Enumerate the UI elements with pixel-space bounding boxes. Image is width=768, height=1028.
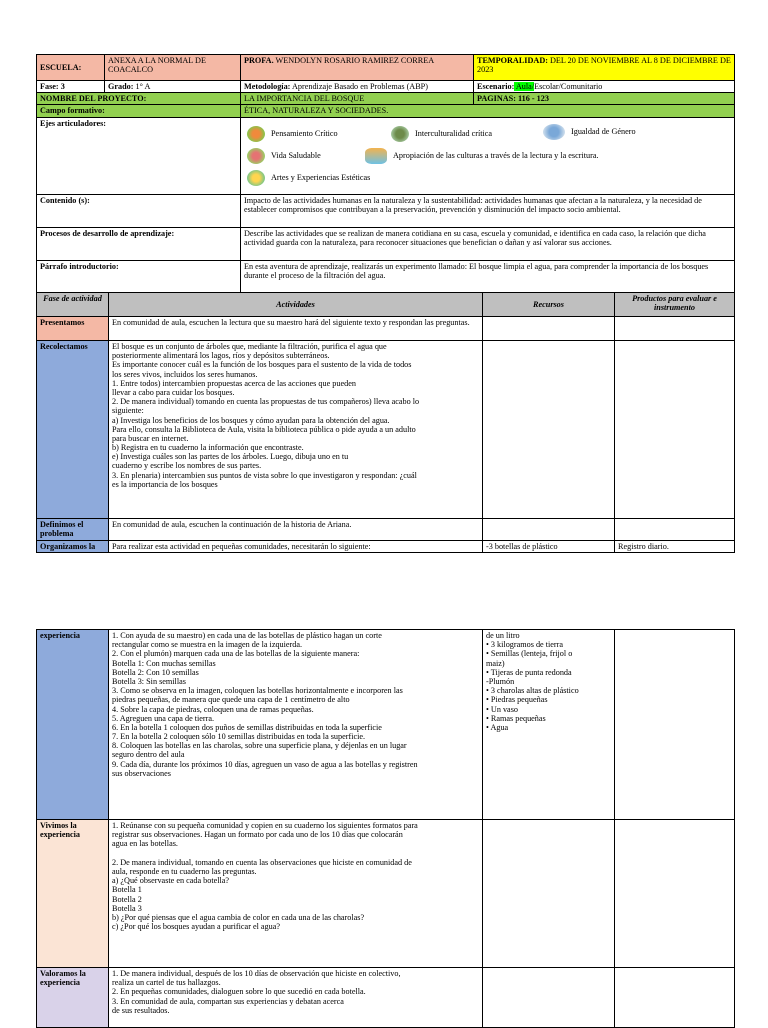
recurso-item: • Ramas pequeñas: [486, 713, 546, 723]
experiencia-line: 4. Sobre la capa de piedras, coloquen una de ramas pequeñas.: [112, 704, 314, 714]
metodologia-value: Aprendizaje Basado en Problemas (ABP): [290, 82, 428, 91]
valoramos-productos: [615, 968, 735, 1028]
pensamiento-icon: [247, 126, 265, 142]
temporalidad-cell: [474, 55, 735, 81]
recolectamos-line: b) Registra en tu cuaderno la información que encontraste.: [112, 443, 304, 453]
activities-table-page1: [36, 292, 735, 553]
contenido-value: Impacto de las actividades humanas en la naturaleza y la sustentabilidad: actividades humanas que afectan a la naturaleza, y la necesidad de establecer compromisos que contribuyan a la preservación, prevención y disminución del impacto socio ambiental.: [241, 194, 735, 227]
grado-cell: [105, 81, 241, 93]
procesos-label: Procesos de desarrollo de aprendizaje:: [37, 227, 241, 260]
contenido-label: Contenido (s):: [37, 194, 241, 227]
eje-igualdad: [543, 124, 636, 140]
ejes-label: Ejes articuladores:: [37, 117, 241, 194]
recolectamos-line: e) Investiga cuáles son las partes de los árboles. Luego, dibuja uno en tu: [112, 452, 349, 462]
presentamos-productos: [615, 317, 735, 341]
profa-label: PROFA.: [244, 56, 274, 65]
igualdad-icon: [543, 124, 565, 140]
valoramos-line: 2. En pequeñas comunidades, dialoguen sobre lo que sucedió en cada botella.: [112, 987, 366, 997]
recolectamos-line: siguiente:: [112, 406, 144, 416]
vivimos-line: registrar sus observaciones. Hagan un formato por cada uno de los 10 días que colocarán: [112, 830, 403, 840]
vivimos-line: [112, 849, 479, 858]
paginas-label: PAGINAS: 116 - 123: [474, 93, 735, 105]
temporalidad-label: TEMPORALIDAD:: [477, 56, 548, 65]
escenario-label: Escenario:: [477, 82, 515, 91]
eje-pensamiento: [247, 126, 338, 142]
apropiacion-icon: [365, 148, 387, 164]
fase-valoramos: Valoramos la experiencia: [37, 968, 109, 1028]
experiencia-line: 3. Como se observa en la imagen, coloquen las botellas horizontalmente e incorporen las: [112, 686, 403, 696]
profa-cell: [241, 55, 474, 81]
recolectamos-productos: [615, 341, 735, 519]
recolectamos-line: Es importante conocer cuál es la función de los bosques para el sustento de la vida de todos: [112, 360, 412, 370]
recurso-item: • Semillas (lenteja, frijol o: [486, 649, 573, 659]
experiencia-line: 7. En la botella 2 coloquen sólo 10 semillas distribuidas en toda la superficie.: [112, 732, 366, 742]
experiencia-line: Botella 2: Con 10 semillas: [112, 667, 199, 677]
grado-label: Grado:: [108, 82, 134, 91]
proyecto-label: NOMBRE DEL PROYECTO:: [37, 93, 241, 105]
recurso-item: -Plumón: [486, 676, 515, 686]
eje-pensamiento-label: Pensamiento Crítico: [271, 128, 338, 138]
experiencia-text: [109, 630, 483, 820]
experiencia-line: 8. Coloquen las botellas en las charolas, sobre una superficie plana, y déjenlas en un lugar: [112, 741, 407, 751]
recurso-item: • Un vaso: [486, 704, 518, 714]
experiencia-line: Botella 1: Con muchas semillas: [112, 658, 216, 668]
procesos-value: Describe las actividades que se realizan de manera cotidiana en su casa, escuela y comunidad, e identifica en cada caso, la relación que dicha actividad guarda con la naturaleza, para reconocer situaciones que benefician o dañan y así valorar sus acciones.: [241, 227, 735, 260]
recolectamos-line: es la importancia de los bosques: [112, 479, 218, 489]
header-productos: Productos para evaluar e instrumento: [615, 293, 735, 317]
experiencia-line: seguro dentro del aula: [112, 750, 185, 760]
experiencia-line: rectangular como se muestra en la imagen de la izquierda.: [112, 640, 303, 650]
vivimos-line: b) ¿Por qué piensas que el agua cambia de color en cada una de las charolas?: [112, 912, 365, 922]
eje-artes-label: Artes y Experiencias Estéticas: [271, 172, 371, 182]
recolectamos-line: El bosque es un conjunto de árboles que, mediante la filtración, purifica el agua que: [112, 342, 387, 351]
recolectamos-line: para buscar en internet.: [112, 433, 189, 443]
fase-organizamos: Organizamos la: [37, 541, 109, 553]
fase-vivimos: Vivimos la experiencia: [37, 820, 109, 968]
valoramos-line: 1. De manera individual, después de los 10 días de observación que hiciste en colectivo,: [112, 969, 401, 978]
presentamos-text: En comunidad de aula, escuchen la lectura que su maestro hará del siguiente texto y respondan las preguntas.: [109, 317, 483, 341]
grado-value: 1° A: [133, 82, 151, 91]
eje-intercultural: [391, 126, 492, 142]
fase-definimos: Definimos el problema: [37, 519, 109, 541]
recolectamos-line: llevar a cabo para cuidar los bosques.: [112, 387, 235, 397]
experiencia-line: sus observaciones: [112, 768, 171, 778]
recolectamos-recursos: [483, 341, 615, 519]
recolectamos-line: cuaderno y escribe los nombres de sus partes.: [112, 461, 262, 471]
recolectamos-line: 3. En plenaria) intercambien sus puntos de vista sobre lo que investigaron y respondan: ¿cuál: [112, 470, 417, 480]
recolectamos-line: a) Investiga los beneficios de los bosques y cómo ayudan para la obtención del agua.: [112, 415, 390, 425]
experiencia-line: piedras pequeñas, de manera que quede una capa de 1 centímetro de alto: [112, 695, 350, 705]
header-fase: Fase de actividad: [37, 293, 109, 317]
intercultural-icon: [391, 126, 409, 142]
definimos-recursos: [483, 519, 615, 541]
escenario-cell: [474, 81, 735, 93]
artes-icon: [247, 170, 265, 186]
eje-vida: [247, 148, 321, 164]
activities-table-page2: [36, 629, 735, 1028]
vivimos-line: Botella 2: [112, 894, 142, 904]
recurso-item: • 3 kilogramos de tierra: [486, 640, 563, 650]
valoramos-line: 3. En comunidad de aula, compartan sus experiencias y debatan acerca: [112, 996, 344, 1006]
header-recursos: Recursos: [483, 293, 615, 317]
recolectamos-text: [109, 341, 483, 519]
recurso-item: de un litro: [486, 631, 520, 640]
organizamos-text: Para realizar esta actividad en pequeñas comunidades, necesitarán lo siguiente:: [109, 541, 483, 553]
recolectamos-line: los seres vivos, incluidos los seres humanos.: [112, 369, 258, 379]
valoramos-recursos: [483, 968, 615, 1028]
eje-artes: [247, 170, 370, 186]
vivimos-line: 2. De manera individual, tomando en cuenta las observaciones que hiciste en comunidad de: [112, 857, 412, 867]
recolectamos-line: posteriormente alimentará los lagos, ríos y depósitos subterráneos.: [112, 351, 330, 361]
eje-vida-label: Vida Saludable: [271, 150, 321, 160]
vivimos-line: Botella 1: [112, 885, 142, 895]
experiencia-line: 9. Cada día, durante los próximos 10 días, agreguen un vaso de agua a las botellas y registren: [112, 759, 418, 769]
vivimos-productos: [615, 820, 735, 968]
recolectamos-line: Para ello, consulta la Biblioteca de Aula, visita la biblioteca pública o pide ayuda a un adulto: [112, 424, 416, 434]
campo-value: ÉTICA, NATURALEZA Y SOCIEDADES.: [241, 105, 735, 117]
organizamos-productos: Registro diario.: [615, 541, 735, 553]
definimos-productos: [615, 519, 735, 541]
fase-experiencia: experiencia: [37, 630, 109, 820]
organizamos-recursos: -3 botellas de plástico: [483, 541, 615, 553]
escenario-rest: Escolar/Comunitario: [534, 82, 603, 91]
escuela-value: ANEXA A LA NORMAL DE COACALCO: [105, 55, 241, 81]
fase-recolectamos: Recolectamos: [37, 341, 109, 519]
recolectamos-line: 1. Entre todos) intercambien propuestas acerca de las acciones que pueden: [112, 378, 356, 388]
vivimos-line: c) ¿Por qué los bosques ayudan a purificar el agua?: [112, 922, 281, 932]
fase-presentamos: Presentamos: [37, 317, 109, 341]
recurso-item: • Agua: [486, 722, 509, 732]
metodologia-cell: [241, 81, 474, 93]
valoramos-text: [109, 968, 483, 1028]
vivimos-line: aula, responde en tu cuaderno las preguntas.: [112, 866, 257, 876]
presentamos-recursos: [483, 317, 615, 341]
project-header-table: [36, 54, 735, 295]
vivimos-recursos: [483, 820, 615, 968]
eje-apropiacion: [365, 148, 599, 164]
vida-icon: [247, 148, 265, 164]
vivimos-line: 1. Reúnanse con su pequeña comunidad y copien en su cuaderno los siguientes formatos para: [112, 821, 418, 830]
parrafo-value: En esta aventura de aprendizaje, realizarás un experimento llamado: El bosque limpia el agua, para comprender la importancia de los bosques durante el proceso de la filtración del agua.: [241, 260, 735, 294]
recurso-item: • 3 charolas altas de plástico: [486, 686, 579, 696]
definimos-text: En comunidad de aula, escuchen la continuación de la historia de Ariana.: [109, 519, 483, 541]
experiencia-productos: [615, 630, 735, 820]
vivimos-line: agua en las botellas.: [112, 839, 178, 849]
valoramos-line: de sus resultados.: [112, 1005, 170, 1015]
recurso-item: maiz): [486, 658, 505, 668]
eje-apropiacion-label: Apropiación de las culturas a través de la lectura y la escritura.: [393, 150, 599, 160]
campo-label: Campo formativo:: [37, 105, 241, 117]
recolectamos-line: 2. De manera individual) tomando en cuenta las propuestas de tus compañeros) lleva acabo lo: [112, 397, 420, 407]
vivimos-text: [109, 820, 483, 968]
ejes-cell: [241, 117, 735, 194]
experiencia-line: Botella 3: Sin semillas: [112, 676, 186, 686]
escenario-aula: Aula/: [514, 82, 535, 91]
recurso-item: • Tijeras de punta redonda: [486, 667, 572, 677]
vivimos-line: Botella 3: [112, 903, 142, 913]
fase-label: Fase: 3: [37, 81, 105, 93]
escuela-label: ESCUELA:: [37, 55, 105, 81]
experiencia-line: 1. Con ayuda de su maestro) en cada una de las botellas de plástico hagan un corte: [112, 631, 382, 640]
recurso-item: • Piedras pequeñas: [486, 695, 548, 705]
eje-intercultural-label: Interculturalidad crítica: [415, 128, 493, 138]
experiencia-line: 6. En la botella 1 coloquen dos puños de semillas distribuidas en toda la superficie: [112, 722, 382, 732]
valoramos-line: realiza un cartel de tus hallazgos.: [112, 978, 221, 988]
vivimos-line: a) ¿Qué observaste en cada botella?: [112, 876, 230, 886]
experiencia-line: 5. Agreguen una capa de tierra.: [112, 713, 215, 723]
experiencia-recursos: [483, 630, 615, 820]
experiencia-line: 2. Con el plumón) marquen cada una de las botellas de la siguiente manera:: [112, 649, 360, 659]
eje-igualdad-label: Igualdad de Género: [571, 126, 636, 136]
metodologia-label: Metodología:: [244, 82, 291, 91]
parrafo-label: Párrafo introductorio:: [37, 260, 241, 294]
profa-value: WENDOLYN ROSARIO RAMIREZ CORREA: [273, 56, 435, 65]
temporalidad-value: DEL 20 DE NOVIEMBRE AL 8 DE DICIEMBRE DE 2023: [477, 56, 731, 75]
proyecto-value: LA IMPORTANCIA DEL BOSQUE: [241, 93, 474, 105]
header-actividades: Actividades: [109, 293, 483, 317]
